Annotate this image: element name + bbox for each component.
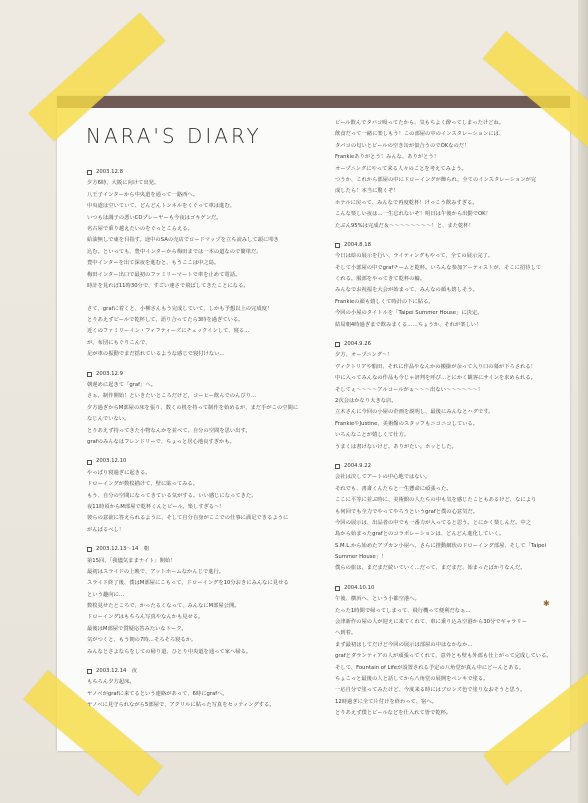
entry-line: さて、grafに着くと、小柳さんもう完成していて、しかも予想以上の完成度！ — [87, 305, 273, 312]
entry-line: とりあえず僕とビールなどを仕入れて皆で乾杯。 — [335, 710, 452, 717]
entry-line: みんなとさよならをしての帰り道、ひとり中央道を通って家へ帰る。 — [87, 648, 252, 655]
entry-line: 2次会はかなり大きな店。 — [335, 397, 397, 404]
checkbox-square-icon — [335, 464, 340, 469]
entry-date-text: 2003.12.14 夜 — [96, 668, 137, 675]
diary-entry — [335, 240, 570, 331]
entry-date — [87, 369, 322, 380]
entry-line: もう、自分の空間になってきている気がする。いい感じになってきた。 — [87, 492, 257, 499]
entry-line: 彼らの意欲に答えられるように、そして自分自身がここでの仕事に満足できるように — [87, 515, 289, 522]
entry-line: 第15回、「我儘気ままナイト」開始！ — [87, 557, 176, 564]
entry-line: 飲食だって一緒に楽しもう！この部屋の中のインスタレーションには、 — [335, 131, 505, 138]
entry-line: タバコの匂いとビールの空き缶が似合うのでOKなのだ！ — [335, 142, 470, 149]
entry-line: Frankieの顔も嬉しくて時計の下に貼る。 — [335, 298, 434, 305]
entry-line: 夕方6時、大阪に向けて出発。 — [87, 180, 160, 187]
entry-line: ヤノベに見守られながら5部屋で、アクリルに貼った写真をセッティングする。 — [87, 702, 275, 709]
entry-line: 12時過ぎに全て片付けを終わって、宿へ。 — [335, 698, 437, 705]
entry-date-text: 2004.9.22 — [344, 462, 371, 469]
entry-line: 成したら！本当に驚くぞ！ — [335, 188, 399, 195]
entry-date — [335, 240, 570, 251]
entry-line: ホテルに戻って、みんなで再度乾杯！けっこう飲みすぎる。 — [335, 199, 478, 206]
entry-date — [87, 167, 322, 178]
entry-line: という趣向に… — [87, 591, 125, 598]
entry-line: うまくは書けないけど、ありがたい。ホッとした。 — [335, 443, 457, 450]
entry-line: ドローイングはもちろん写真やなんかも見せる。 — [87, 614, 204, 621]
entry-line: へ到着。 — [335, 630, 357, 637]
entry-line: FrankieやJustine、美術館のスタッフもニコニコしている。 — [335, 420, 479, 427]
checkbox-square-icon — [335, 243, 340, 248]
entry-line: 最後はM部屋で質疑応答みたいなトーク。 — [87, 625, 187, 632]
entry-date-text: 2004.9.26 — [344, 341, 371, 348]
entry-date-text: 2004.8.18 — [344, 241, 371, 248]
entry-line: そしてぇ～～～～アルコールがぁ～～～出ない～～～～～～！ — [335, 386, 483, 393]
entry-line: オープニングにやって来る人々のことを考えてみよう。 — [335, 165, 467, 172]
entry-line: つうか、これから部屋の中にドローイングが飾られ、全てのインスタレーションが完 — [335, 176, 537, 183]
entry-line: 名古屋で乗り越えたいのをぐっとこらえる。 — [87, 225, 193, 232]
diary-entry — [87, 666, 322, 712]
entry-line: が、布団にもぐりこんで、 — [87, 339, 151, 346]
checkbox-square-icon — [87, 547, 92, 552]
entry-line: いつもは調子の悪いCDプレーヤーも今夜はゴキゲンだ。 — [87, 214, 222, 221]
checkbox-square-icon — [87, 669, 92, 674]
diary-entry — [87, 456, 322, 536]
diary-entry — [335, 118, 570, 232]
entry-date-text: 2003.12.8 — [96, 169, 123, 175]
entry-line: 夕方、オープニング～！ — [335, 352, 393, 359]
entry-line: 結局朝4時過ぎまで飲みまくる……ちょうか、それが楽しい！ — [335, 321, 482, 328]
entry-line: そして小部屋の中でgrafチームと乾杯。いろんな参加アーティストが、そこに招待して — [335, 264, 542, 271]
entry-line: 八王子インターから中央道を通って一路西へ。 — [87, 191, 199, 198]
entry-line: grafのみんなはフレンドリーで、ちょっと居心地良すぎかも。 — [87, 438, 235, 445]
entry-line: 一応自分で塗ってみたけど、今度来る時にはブロンズ色で塗りなおそうと思う。 — [335, 687, 526, 694]
checkbox-square-icon — [335, 586, 340, 591]
entry-date-text: 2003.12.13～14 朝 — [96, 546, 149, 553]
entry-line: ここに平等に並ぶ時に、美術館の人たちの中も気を感じたこともあるけど、なにより — [335, 497, 537, 504]
diary-entry — [335, 461, 570, 575]
entry-line: 給油無しで東を目指す。途中のSAの売店でロードマップを立ち読みして頭に叩き — [87, 237, 279, 244]
entry-line: たった1時間で帰ってしまって、飛行機って便利だなぁ… — [335, 607, 471, 614]
entry-line: 最初はスライドの上映で、アットホームなかんじで進行。 — [87, 568, 225, 575]
entry-line: とりあえずビールで乾杯して、語り合ってたら3時を過ぎている。 — [87, 317, 244, 324]
checkbox-square-icon — [87, 372, 92, 377]
entry-line: 梅田インター出口で最初のファミリーマートで車を止めて電話。 — [87, 271, 241, 278]
entry-line: 島から始まったgrafとのコラボレーションは、どんどん進化していく。 — [335, 531, 505, 538]
entry-line: Summer House」！ — [335, 554, 387, 561]
sheet-top-edge — [57, 96, 570, 108]
diary-entry — [335, 583, 570, 720]
entry-line: 込む。といっても、豊中インターから梅田までは一本の道なので簡単だ。 — [87, 248, 262, 255]
entry-line: それでも、書斎くんたちと一生懸命に頑張った。 — [335, 485, 452, 492]
checkbox-square-icon — [87, 460, 92, 465]
entry-line: くれる。服部をやってきて乾杯の輪。 — [335, 276, 426, 283]
entry-line: さぁ、制作開始！といきたいところだけど、コーヒー飲んでのんびり… — [87, 393, 257, 400]
entry-date — [335, 339, 570, 350]
entry-date-text: 2003.12.9 — [96, 370, 123, 377]
entry-line: ヤノベがgrafに来てるという連絡があって、6時にgrafへ。 — [87, 690, 228, 697]
small-insect-mark: ✱ — [543, 599, 550, 608]
entry-line: 気がつくと、もう朝の7時…そろそろ寝るか。 — [87, 637, 197, 644]
entry-line: S.M.L.から始めたアプカン小屋へ、さらに推動網状のドローイング部屋、そして「Taipei — [335, 542, 547, 549]
entry-line: 豊中インターを出て深夜を進むと、もうここは中之島。 — [87, 260, 220, 267]
entry-line: 中に入ってみんなの作品も今じゃ評判を呼び…とにかく観客にサインを求められる。 — [335, 375, 536, 382]
entry-line: 午後、横浜へ、という小都空港へ。 — [335, 596, 420, 603]
entry-line: 僕らの旅は、まだまだ続いていく…だって、まだまだ、始まったばかりなんだ。 — [335, 565, 526, 572]
entry-line: 夜11時頃からM部屋で乾杯くんとビール。楽しすぎる～！ — [87, 503, 225, 510]
entry-line: 今回の展示は、出品者の中でも一番力が入ってると思う。とにかく楽しんだ。中之 — [335, 519, 531, 526]
entry-date-text: 2004.10.10 — [344, 584, 375, 591]
entry-line: いろんなことが嬉しくて仕方。 — [335, 432, 410, 439]
entry-line: grafとダランティアの人が頑張ってくれて、意外とも壁も外部も仕上がって完成している。 — [335, 653, 552, 660]
entry-line: ヴィクトリアや船田、それに作品やなんかの搬掛が余って入り口の幕が下ろされる！ — [335, 363, 536, 370]
entry-line: 会津新作の屋の人が迎えに来てくれて、車に乗り込み空港から30分でギャラリー — [335, 619, 528, 626]
entry-line: ドローイングが数枚描けて、壁に貼ってみる。 — [87, 481, 199, 488]
entry-line: がんばるべし！ — [87, 526, 125, 533]
entry-line: まず最初はしてだけど今回の展示は部屋の中はなかなか… — [335, 641, 473, 648]
entry-line: 足が車の振動でまだ揺れているような感じで寝付けない… — [87, 351, 225, 358]
entry-line: 朝遅めに起きて「graf」へ。 — [87, 382, 156, 389]
entry-line: Frankieありがとう！みんな、ありがとう！ — [335, 154, 439, 161]
diary-entry — [87, 369, 322, 449]
entry-line: 立木さんに今回の小屋の企画を説明し、最後にみんなとハグです。 — [335, 409, 494, 416]
entry-line: 今日は絵の展示を行い、ライティングもやって、全ての展示完了。 — [335, 253, 494, 260]
page-title: NARA'S DIARY — [86, 124, 262, 148]
entry-date — [87, 456, 322, 467]
entry-line: ビール飲んでタバコ吸ってたから、気もちよく酔ってしまったけどね。 — [335, 120, 505, 126]
entry-line: たぶん95%は完成だ＆～～～～～～～～！と、また乾杯！ — [335, 222, 474, 229]
checkbox-square-icon — [87, 170, 92, 175]
entry-line: スライド終了後、僕はM部屋にこもって、ドローイングを10分おきにみんなに見せる — [87, 580, 289, 587]
entry-line: 会社は決してアートの中心地ではない。 — [335, 474, 431, 481]
diary-left-column — [87, 167, 322, 712]
entry-line: ちょこっと最後の人と話してから八角堂の展開をペンキで塗る。 — [335, 675, 489, 682]
entry-date — [87, 666, 322, 677]
entry-line — [87, 292, 322, 303]
entry-line: そして、Fountain of Lifeが設置される予定の八角堂が真ん中にどーんとある。 — [335, 664, 525, 671]
entry-line: 中央道は空いていて、どんどんトンネルをくぐって車は進む。 — [87, 203, 235, 210]
entry-line: 夕方過ぎからM部屋の床を張り、数くの机を持って制作を始めるが、まだ手がこの空間に — [87, 404, 299, 411]
diary-entry — [87, 544, 322, 658]
entry-line: なじんでいない。 — [87, 416, 130, 423]
entry-line: も何回でも全力でやってやろうというgrafと僕の心意気だ。 — [335, 508, 479, 515]
entry-date — [335, 461, 570, 472]
diary-entry — [87, 167, 322, 361]
entry-date-text: 2003.12.10 — [96, 458, 127, 465]
entry-line: 数枚見せたところで、かったるくなって、みんなにM部屋公開。 — [87, 603, 240, 610]
entry-line: やっぱり寝過ぎに起きる。 — [87, 469, 151, 476]
entry-line: 時計を見れば11時30分で、すごい速さで飛ばしてきたことになる。 — [87, 282, 249, 289]
checkbox-square-icon — [335, 342, 340, 347]
entry-line: とりあえず持ってきた小物なんかを並べて、自分の空間を思い出す。 — [87, 427, 251, 434]
entry-line: もちろん夕方起床。 — [87, 679, 135, 686]
entry-line: 近くのファミリーイン・フィフティーズにチェックインして、寝る… — [87, 328, 250, 335]
entry-line: みんなでお祝福を大会が始まって、みんなの顔も嬉しそう。 — [335, 287, 478, 294]
diary-entry — [335, 339, 570, 453]
entry-line: 今回の小屋のタイトルを「Taipei Summer House」に決定。 — [335, 310, 483, 317]
entry-date — [87, 544, 322, 555]
diary-right-column — [335, 118, 570, 720]
entry-line: こんな楽しい夜は…一生忘れないぞ！明日は午後から出勤でOK！ — [335, 211, 491, 218]
entry-date — [335, 583, 570, 594]
